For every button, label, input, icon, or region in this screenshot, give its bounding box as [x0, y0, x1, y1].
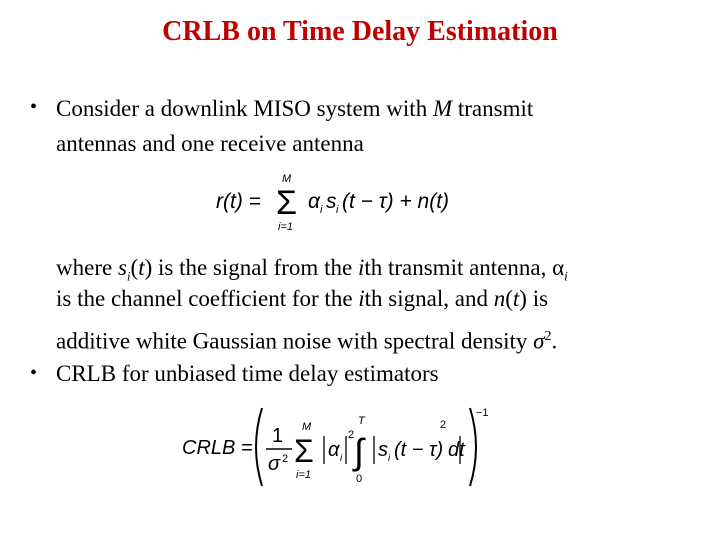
- eq1-arg: (t − τ) + n(t): [342, 190, 450, 213]
- eq2-s-sub: i: [388, 453, 391, 464]
- where-text-paren: (: [130, 255, 139, 280]
- where-text-d: th transmit antenna, α: [364, 255, 565, 280]
- bullet-1-line-1: [56, 93, 533, 124]
- bullet-1-text-a: Consider a downlink MISO system with: [56, 96, 433, 121]
- eq1-alpha: α: [308, 190, 320, 213]
- where3-text-b: .: [551, 328, 558, 354]
- eq2-frac-den-sup: 2: [282, 453, 289, 465]
- where-line-3: [56, 321, 557, 357]
- eq1-sum-top: M: [282, 173, 292, 185]
- where-line-2: [56, 283, 548, 314]
- eq1-s: s: [326, 190, 337, 213]
- eq1-sigma-icon: Σ: [276, 184, 298, 222]
- eq2-frac-num: 1: [272, 425, 284, 447]
- where-var-t: t: [138, 255, 145, 280]
- eq2-power: −1: [476, 407, 489, 419]
- where3-sup-2: 2: [544, 329, 552, 344]
- eq2-left-paren: [256, 408, 262, 486]
- where-var-s: s: [117, 255, 127, 280]
- eq2-alpha-sub: i: [340, 453, 343, 464]
- eq2-alpha: α: [328, 439, 340, 461]
- where2-text-b: th signal, and: [364, 286, 494, 311]
- bullet-marker-2: •: [30, 362, 38, 384]
- bullet-1-line-2: antennas and one receive antenna: [56, 131, 364, 156]
- where2-text-a: is the channel coefficient for the: [56, 286, 359, 311]
- where2-text-paren: (: [505, 286, 513, 311]
- where2-text-d: ) is: [519, 286, 549, 311]
- eq1-alpha-sub: i: [320, 204, 323, 216]
- eq2-sum-top: M: [302, 421, 312, 433]
- bullet-2-text: CRLB for unbiased time delay estimators: [56, 361, 439, 386]
- bullet-1-text-b: transmit: [452, 96, 534, 121]
- eq2-dt: dt: [448, 439, 465, 461]
- eq2-sq-1: 2: [348, 429, 355, 441]
- eq1-lhs: r(t) =: [216, 190, 261, 213]
- where-var-i: i: [357, 255, 365, 280]
- where-sub-i: i: [126, 268, 131, 284]
- where2-var-n: n: [493, 286, 506, 311]
- eq2-sum-bottom: i=1: [296, 469, 311, 481]
- eq2-int-top: T: [358, 415, 365, 427]
- where-text-c: ) is the signal from the: [144, 255, 358, 280]
- where3-text-a: additive white Gaussian noise with spectral density: [56, 328, 534, 354]
- eq2-arg: (t − τ): [394, 439, 444, 461]
- equation-signal-model: [210, 168, 470, 238]
- slide-title: CRLB on Time Delay Estimation: [162, 16, 558, 47]
- eq2-right-paren: [470, 408, 476, 486]
- equation-crlb: [178, 402, 498, 492]
- eq2-sigma-icon: Σ: [294, 433, 314, 469]
- bullet-1-var-m: M: [432, 96, 453, 121]
- where3-var-sigma: σ: [533, 328, 545, 354]
- where2-var-i: i: [358, 286, 365, 311]
- eq1-s-sub: i: [336, 204, 339, 216]
- eq2-integral-icon: ∫: [354, 431, 364, 472]
- eq1-sum-bottom: i=1: [278, 221, 293, 233]
- eq2-s: s: [378, 439, 388, 461]
- bullet-marker: •: [30, 96, 38, 118]
- eq2-frac-den: σ: [268, 453, 281, 475]
- where-sub-i2: i: [564, 268, 568, 284]
- where2-var-t: t: [512, 286, 520, 311]
- where-text-a: where: [56, 255, 118, 280]
- eq2-int-bottom: 0: [356, 473, 363, 485]
- eq2-sq-2: 2: [440, 419, 447, 431]
- eq2-lhs: CRLB =: [182, 437, 253, 459]
